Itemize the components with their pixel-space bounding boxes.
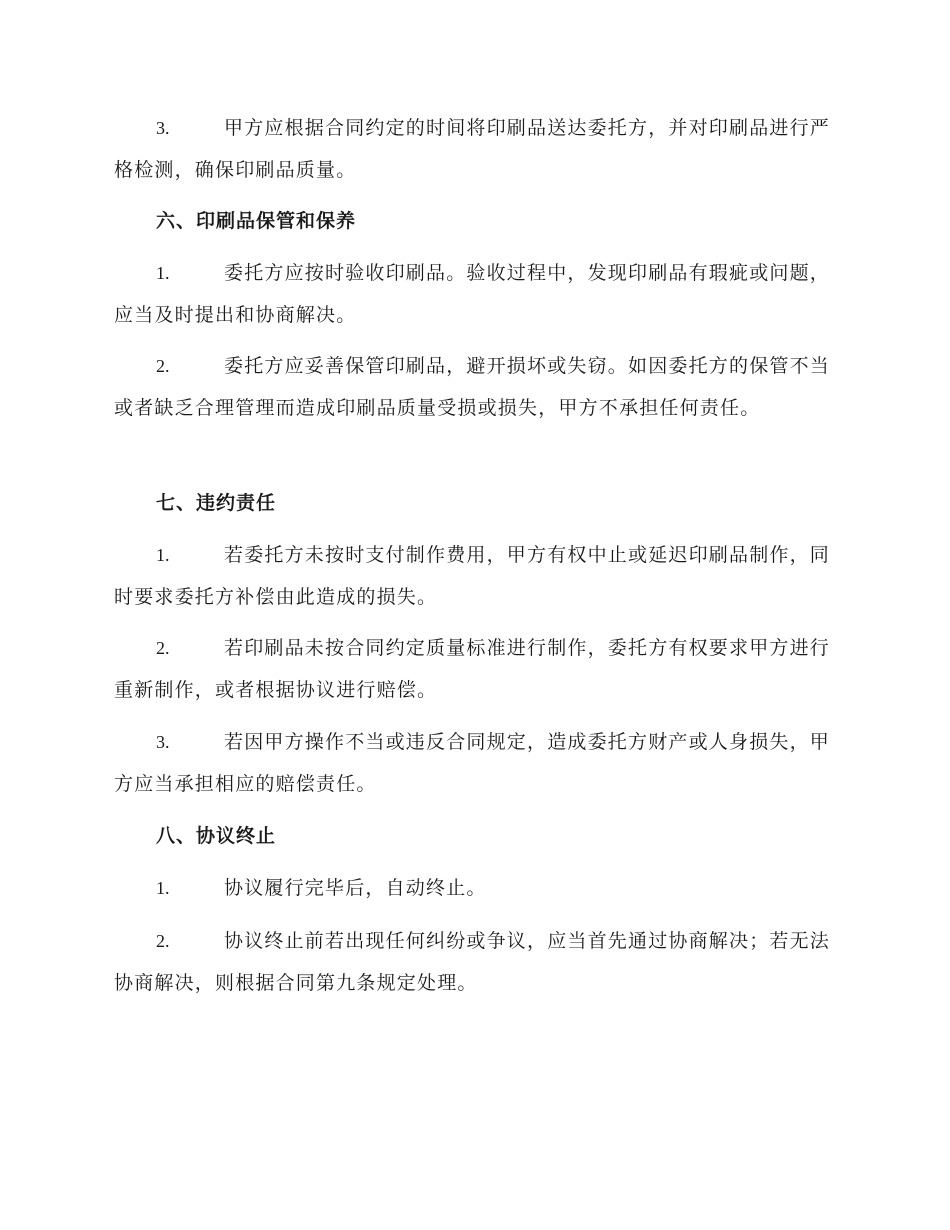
- clause-number: 1.: [156, 545, 170, 565]
- clause-text: 协议履行完毕后，自动终止。: [224, 877, 487, 899]
- clause-number: 2.: [156, 356, 170, 376]
- clause-text: 甲方应根据合同约定的时间将印刷品送达委托方，并对印刷品进行严格检测，确保印刷品质量。: [114, 117, 831, 181]
- clause-text: 若委托方未按时支付制作费用，甲方有权中止或延迟印刷品制作，同时要求委托方补偿由此造成的损失。: [114, 544, 831, 608]
- clause-number: 2.: [156, 931, 170, 951]
- clause-number: 2.: [156, 638, 170, 658]
- clause-text: 委托方应按时验收印刷品。验收过程中，发现印刷品有瑕疵或问题，应当及时提出和协商解决。: [114, 262, 831, 326]
- clause-6-2: [114, 345, 834, 429]
- clause-text: 委托方应妥善保管印刷品，避开损坏或失窃。如因委托方的保管不当或者缺乏合理管理而造成印刷品质量受损或损失，甲方不承担任何责任。: [114, 355, 831, 419]
- clause-number: 3.: [156, 732, 170, 752]
- clause-text: 协议终止前若出现任何纠纷或争议，应当首先通过协商解决；若无法协商解决，则根据合同第九条规定处理。: [114, 930, 831, 994]
- clause-number: 3.: [156, 118, 170, 138]
- clause-6-1: [114, 252, 834, 336]
- section-heading-6: 六、印刷品保管和保养: [156, 210, 357, 232]
- clause-5-3: [114, 107, 834, 191]
- clause-text: 若因甲方操作不当或违反合同规定，造成委托方财产或人身损失，甲方应当承担相应的赔偿责任。: [114, 731, 831, 795]
- clause-7-3: [114, 721, 834, 805]
- section-heading-7: 七、违约责任: [156, 492, 277, 514]
- clause-7-1: [114, 534, 834, 618]
- clause-8-1: [114, 867, 834, 909]
- clause-7-2: [114, 627, 834, 711]
- clause-number: 1.: [156, 263, 170, 283]
- section-heading-8: 八、协议终止: [156, 825, 277, 847]
- clause-8-2: [114, 920, 834, 1004]
- clause-number: 1.: [156, 878, 170, 898]
- clause-text: 若印刷品未按合同约定质量标准进行制作，委托方有权要求甲方进行重新制作，或者根据协议进行赔偿。: [114, 637, 831, 701]
